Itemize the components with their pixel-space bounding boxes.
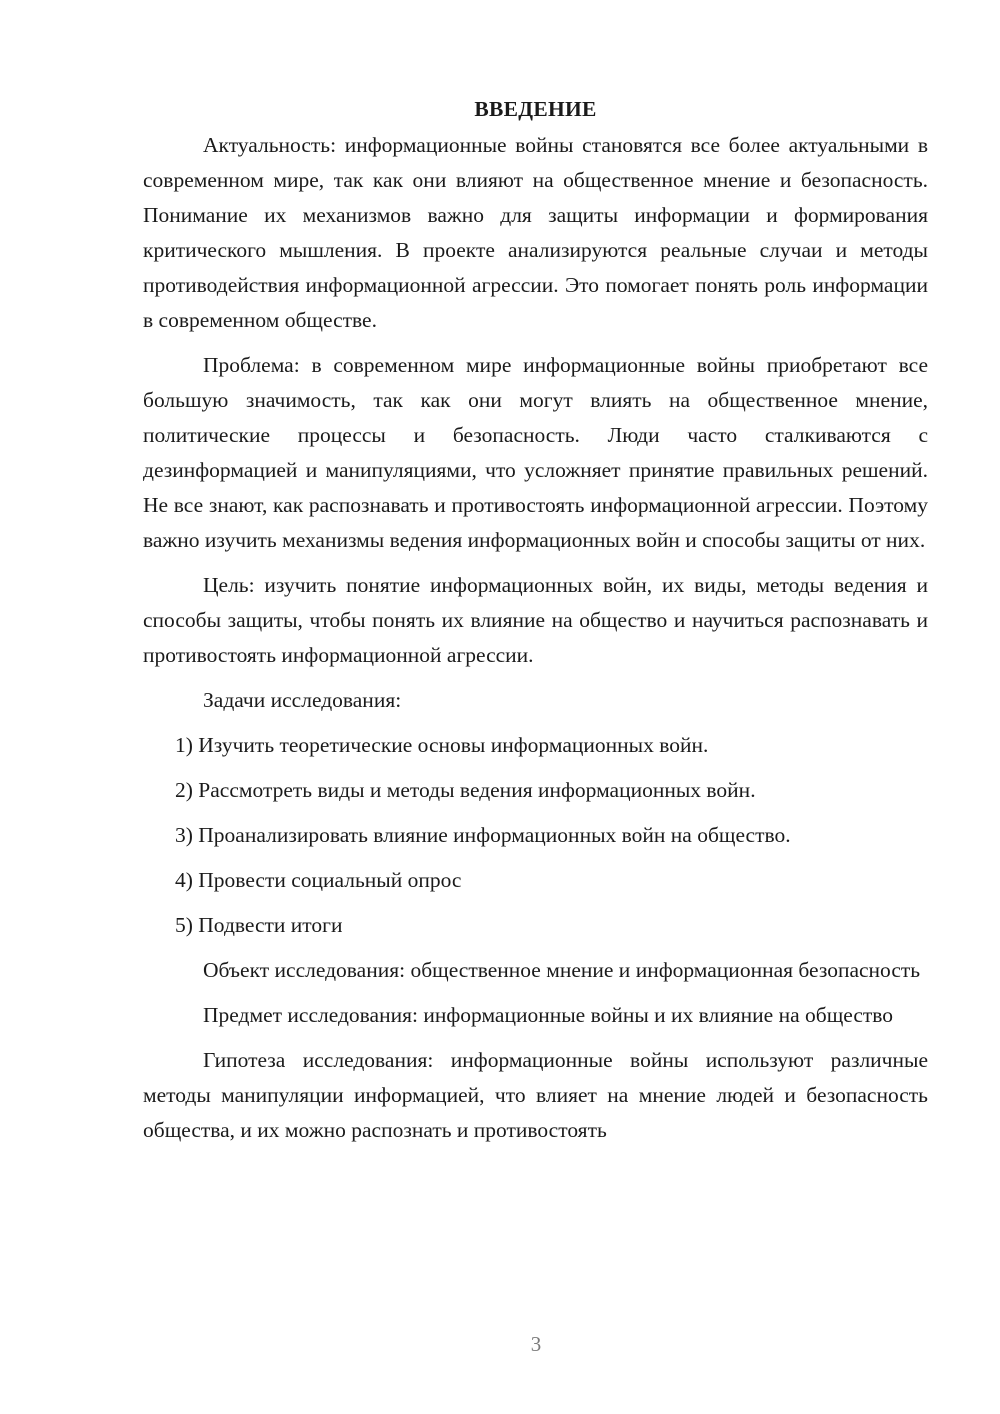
task-item: 2) Рассмотреть виды и методы ведения информационных войн. xyxy=(175,778,756,802)
task-item: 4) Провести социальный опрос xyxy=(175,868,462,892)
page-title: ВВЕДЕНИЕ xyxy=(474,97,597,121)
task-item: 1) Изучить теоретические основы информационных войн. xyxy=(175,733,709,757)
document-page xyxy=(143,92,928,1158)
task-list xyxy=(143,728,928,943)
hypothesis-paragraph: Гипотеза исследования: информационные войны используют различные методы манипуляции информацией, что влияет на мнение людей и безопасность общества, и их можно распознать и противостоять xyxy=(143,1048,928,1142)
task-item: 5) Подвести итоги xyxy=(175,913,343,937)
page-number: 3 xyxy=(530,1332,542,1356)
goal-paragraph: Цель: изучить понятие информационных войн, их виды, методы ведения и способы защиты, чтобы понять их влияние на общество и научиться распознавать и противостоять информационной агрессии. xyxy=(143,573,928,667)
tasks-title: Задачи исследования: xyxy=(203,688,402,712)
task-item: 3) Проанализировать влияние информационных войн на общество. xyxy=(175,823,791,847)
object-paragraph: Объект исследования: общественное мнение и информационная безопасность xyxy=(203,958,921,982)
relevance-paragraph: Актуальность: информационные войны становятся все более актуальными в современном мире, так как они влияют на общественное мнение и безопасность. Понимание их механизмов важно для защиты информации и формирования критического мышления. В проекте анализируются реальные случаи и методы противодействия информационной агрессии. Это помогает понять роль информации в современном обществе. xyxy=(143,133,928,332)
subject-paragraph: Предмет исследования: информационные войны и их влияние на общество xyxy=(203,1003,894,1027)
problem-paragraph: Проблема: в современном мире информационные войны приобретают все большую значимость, так как они могут влиять на общественное мнение, политические процессы и безопасность. Люди часто сталкиваются с дезинформацией и манипуляциями, что усложняет принятие правильных решений. Не все знают, как распознавать и противостоять информационной агрессии. Поэтому важно изучить механизмы ведения информационных войн и способы защиты от них. xyxy=(143,353,928,552)
